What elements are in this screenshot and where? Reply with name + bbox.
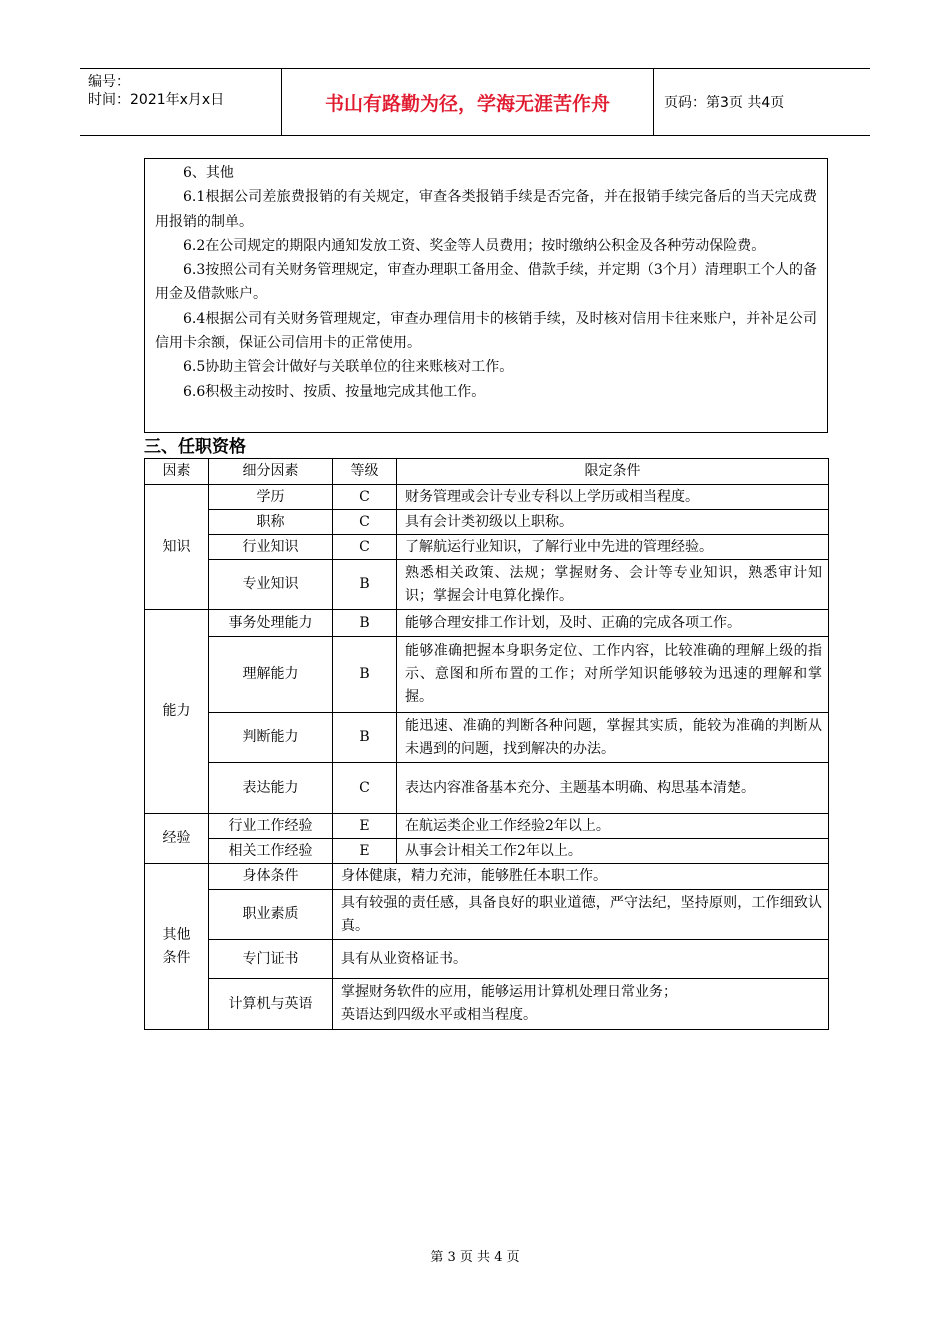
factor-line: 其他 [162,926,191,943]
level-cell: B [333,610,397,637]
page-header [80,68,870,136]
sub-factor-cell: 表达能力 [209,763,333,814]
sub-factor-cell: 理解能力 [209,637,333,713]
header-meta [80,69,282,135]
sub-factor-cell: 专门证书 [209,940,333,979]
other-duties-heading: 6、其他 [183,165,234,181]
factor-cell: 经验 [145,814,209,864]
table-row [145,485,829,510]
condition-cell: 具有较强的责任感，具备良好的职业道德，严守法纪，坚持原则，工作细致认真。 [333,890,829,940]
condition-cell: 能够准确把握本身职务定位、工作内容，比较准确的理解上级的指示、意图和所布置的工作；对所学知识能够较为迅速的理解和掌握。 [397,637,829,713]
other-duty-item: 6.1根据公司差旅费报销的有关规定，审查各类报销手续是否完备，并在报销手续完备后的当天完成费用报销的制单。 [155,189,817,230]
table-row [145,839,829,864]
table-row [145,610,829,637]
table-row [145,637,829,713]
level-cell: E [333,839,397,864]
condition-cell: 能迅速、准确的判断各种问题，掌握其实质，能较为准确的判断从未遇到的问题，找到解决的办法。 [397,713,829,763]
table-row [145,510,829,535]
table-row [145,814,829,839]
level-cell: C [333,763,397,814]
condition-cell: 身体健康，精力充沛，能够胜任本职工作。 [333,864,829,890]
condition-cell: 能够合理安排工作计划，及时、正确的完成各项工作。 [397,610,829,637]
sub-factor-cell: 专业知识 [209,560,333,610]
header-motto: 书山有路勤为径，学海无涯苦作舟 [282,69,654,135]
level-cell: C [333,510,397,535]
condition-cell: 具有从业资格证书。 [333,940,829,979]
sub-factor-cell: 事务处理能力 [209,610,333,637]
level-cell: C [333,485,397,510]
condition-cell [333,979,829,1030]
level-cell: B [333,560,397,610]
other-duty-item: 6.4根据公司有关财务管理规定，审查办理信用卡的核销手续，及时核对信用卡往来账户，并补足公司信用卡余额，保证公司信用卡的正常使用。 [155,310,817,352]
table-header-row [145,459,829,485]
sub-factor-cell: 学历 [209,485,333,510]
other-duty-item: 6.5协助主管会计做好与关联单位的往来账核对工作。 [183,359,514,376]
table-row [145,979,829,1030]
other-duties-box [144,158,828,433]
table-row [145,890,829,940]
table-row [145,535,829,560]
factor-cell: 知识 [145,485,209,610]
level-cell: B [333,637,397,713]
condition-line: 掌握财务软件的应用，能够运用计算机处理日常业务； [341,984,677,1000]
sub-factor-cell: 计算机与英语 [209,979,333,1030]
condition-cell: 从事会计相关工作2年以上。 [397,839,829,864]
other-duty-item: 6.3按照公司有关财务管理规定，审查办理职工备用金、借款手续，并定期（3个月）清理职工个人的备用金及借款账户。 [155,262,817,303]
condition-cell: 熟悉相关政策、法规；掌握财务、会计等专业知识，熟悉审计知识；掌握会计电算化操作。 [397,560,829,610]
document-number-label: 编号： [88,74,130,90]
factor-line: 条件 [162,949,191,966]
document-date: 时间：2021年x月x日 [88,92,225,108]
table-row [145,940,829,979]
level-cell: C [333,535,397,560]
page-footer: 第 3 页 共 4 页 [430,1250,520,1265]
condition-cell: 在航运类企业工作经验2年以上。 [397,814,829,839]
col-header: 细分因素 [209,459,333,485]
factor-cell: 能力 [145,610,209,814]
condition-cell: 表达内容准备基本充分、主题基本明确、构思基本清楚。 [397,763,829,814]
sub-factor-cell: 相关工作经验 [209,839,333,864]
sub-factor-cell: 行业知识 [209,535,333,560]
col-header: 因素 [145,459,209,485]
level-cell: E [333,814,397,839]
other-duty-item: 6.2在公司规定的期限内通知发放工资、奖金等人员费用；按时缴纳公积金及各种劳动保险费。 [183,237,766,254]
table-row [145,713,829,763]
condition-cell: 具有会计类初级以上职称。 [397,510,829,535]
sub-factor-cell: 职业素质 [209,890,333,940]
table-row [145,864,829,890]
condition-line: 英语达到四级水平或相当程度。 [341,1007,537,1023]
sub-factor-cell: 判断能力 [209,713,333,763]
condition-cell: 财务管理或会计专业专科以上学历或相当程度。 [397,485,829,510]
sub-factor-cell: 职称 [209,510,333,535]
condition-cell: 了解航运行业知识，了解行业中先进的管理经验。 [397,535,829,560]
col-header: 等级 [333,459,397,485]
sub-factor-cell: 身体条件 [209,864,333,890]
section-title: 三、任职资格 [144,437,246,457]
sub-factor-cell: 行业工作经验 [209,814,333,839]
table-row [145,560,829,610]
col-header: 限定条件 [397,459,829,485]
other-duty-item: 6.6积极主动按时、按质、按量地完成其他工作。 [183,383,486,400]
qualifications-table [144,458,829,1030]
level-cell: B [333,713,397,763]
header-page-number: 页码：第3页 共4页 [664,95,785,111]
table-row [145,763,829,814]
factor-cell [145,864,209,1030]
